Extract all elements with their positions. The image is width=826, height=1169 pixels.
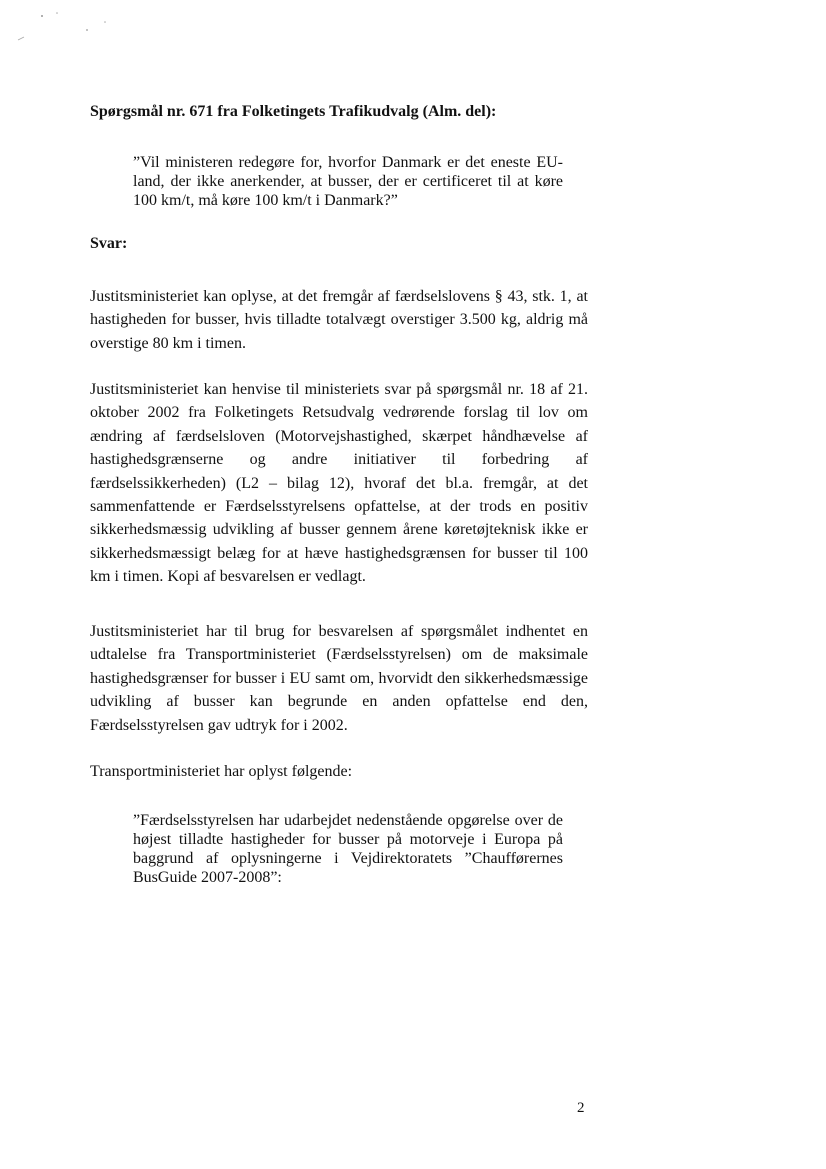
answer-paragraph-2: Justitsministeriet kan henvise til ministeriets svar på spørgsmål nr. 18 af 21. oktober 2002 fra Folketingets Retsudvalg vedrørende forslag til lov om ændring af færdselsloven (Motorvejshastighed, skærpet håndhævelse af hastighedsgrænserne og andre initiativer til forbedring af færdselssikkerheden) (L2 – bilag 12), hvoraf det bl.a. fremgår, at det sammenfattende er Færdselsstyrelsens opfattelse, at der trods en positiv sikkerhedsmæssig udvikling af busser gennem årene køretøjteknisk ikke er sikkerhedsmæssigt belæg for at hæve hastighedsgrænsen for busser til 100 km i timen. Kopi af besvarelsen er vedlagt. <box>90 381 588 586</box>
answer-paragraph-1: Justitsministeriet kan oplyse, at det fremgår af færdselslovens § 43, stk. 1, at hastigheden for busser, hvis tilladte totalvægt overstiger 3.500 kg, aldrig må overstige 80 km i timen. <box>90 288 588 352</box>
scan-specks <box>0 0 140 50</box>
answer-paragraph-4: Transportministeriet har oplyst følgende: <box>90 763 353 780</box>
question-quote: ”Vil ministeren redegøre for, hvorfor Danmark er det eneste EU-land, der ikke anerkender, at busser, der er certificeret til at køre 100 km/t, må køre 100 km/t i Danmark?” <box>133 154 563 209</box>
page-number: 2 <box>577 1100 585 1116</box>
answer-label: Svar: <box>90 235 128 252</box>
transport-ministry-quote: ”Færdselsstyrelsen har udarbejdet nedenstående opgørelse over de højest tilladte hastigheder for busser på motorveje i Europa på baggrund af oplysningerne i Vejdirektoratets ”Chaufførernes BusGuide 2007-2008”: <box>133 812 563 886</box>
answer-paragraph-3: Justitsministeriet har til brug for besvarelsen af spørgsmålet indhentet en udtalelse fra Transportministeriet (Færdselsstyrelsen) om de maksimale hastighedsgrænser for busser i EU samt om, hvorvidt den sikkerhedsmæssige udvikling af busser kan begrunde en anden opfattelse end den, Færdselsstyrelsen gav udtryk for i 2002. <box>90 623 588 734</box>
question-heading: Spørgsmål nr. 671 fra Folketingets Trafikudvalg (Alm. del): <box>90 103 497 120</box>
